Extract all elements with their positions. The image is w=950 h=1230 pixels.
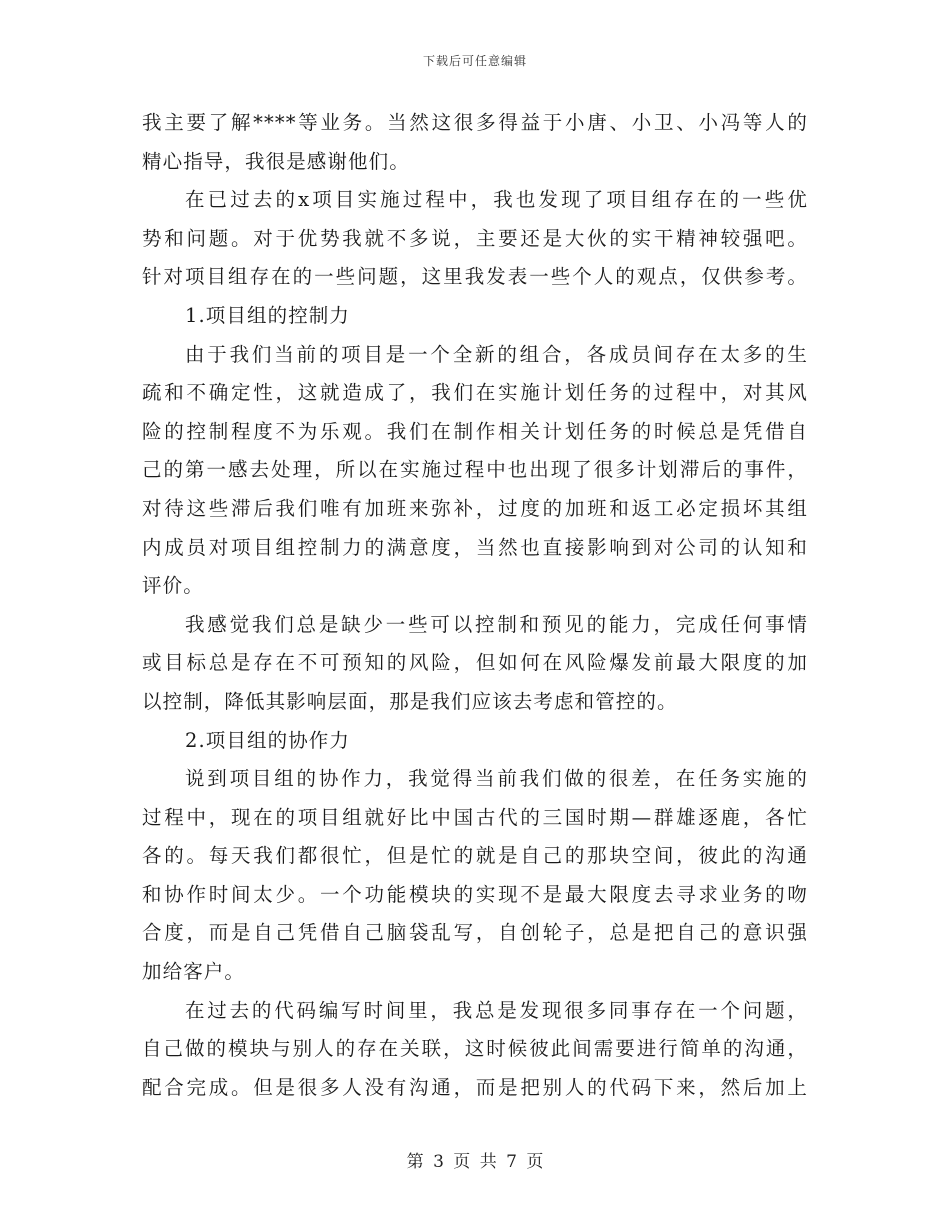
text-line-2: 精心指导，我很是感谢他们。 <box>142 149 410 173</box>
text-line-14: 我感觉我们总是缺少一些可以控制和预见的能力，完成任何事情 <box>185 612 808 636</box>
text-line-20: 各的。每天我们都很忙，但是忙的就是自己的那块空间，彼此的沟通 <box>142 844 808 868</box>
text-line-11: 对待这些滞后我们唯有加班来弥补，过度的加班和返工必定损坏其组 <box>142 496 808 520</box>
text-line-10: 己的第一感去处理，所以在实施过程中也出现了很多计划滞后的事件， <box>142 458 808 482</box>
section-heading-control: 1.项目组的控制力 <box>185 303 351 327</box>
text-line-5: 针对项目组存在的一些问题，这里我发表一些个人的观点，仅供参考。 <box>142 265 808 289</box>
document-body <box>142 104 808 1107</box>
text-line-18: 说到项目组的协作力，我觉得当前我们做的很差，在任务实施的 <box>185 767 808 791</box>
text-line-19: 过程中，现在的项目组就好比中国古代的三国时期—群雄逐鹿，各忙 <box>142 805 808 829</box>
text-line-13: 评价。 <box>142 574 204 598</box>
page-number: 第 3 页 共 7 页 <box>406 1152 544 1172</box>
text-line-4: 势和问题。对于优势我就不多说，主要还是大伙的实干精神较强吧。 <box>142 226 808 250</box>
text-line-3: 在已过去的x项目实施过程中，我也发现了项目组存在的一些优 <box>185 188 808 212</box>
text-line-8: 疏和不确定性，这就造成了，我们在实施计划任务的过程中，对其风 <box>142 381 808 405</box>
text-line-24: 在过去的代码编写时间里，我总是发现很多同事存在一个问题， <box>185 998 808 1022</box>
text-line-26: 配合完成。但是很多人没有沟通，而是把别人的代码下来，然后加上 <box>142 1075 808 1099</box>
text-line-22: 合度，而是自己凭借自己脑袋乱写，自创轮子，总是把自己的意识强 <box>142 921 808 945</box>
text-line-12: 内成员对项目组控制力的满意度，当然也直接影响到对公司的认知和 <box>142 535 808 559</box>
text-line-7: 由于我们当前的项目是一个全新的组合，各成员间存在太多的生 <box>185 342 808 366</box>
text-line-15: 或目标总是存在不可预知的风险，但如何在风险爆发前最大限度的加 <box>142 651 808 675</box>
text-line-9: 险的控制程度不为乐观。我们在制作相关计划任务的时候总是凭借自 <box>142 419 808 443</box>
section-heading-collaboration: 2.项目组的协作力 <box>185 728 351 752</box>
text-line-16: 以控制，降低其影响层面，那是我们应该去考虑和管控的。 <box>142 689 678 713</box>
text-line-23: 加给客户。 <box>142 960 246 984</box>
text-line-25: 自己做的模块与别人的存在关联，这时候彼此间需要进行简单的沟通， <box>142 1037 808 1061</box>
page-header: 下载后可任意编辑 <box>422 54 527 68</box>
text-line-21: 和协作时间太少。一个功能模块的实现不是最大限度去寻求业务的吻 <box>142 882 808 906</box>
text-line-1: 我主要了解****等业务。当然这很多得益于小唐、小卫、小冯等人的 <box>142 111 808 134</box>
